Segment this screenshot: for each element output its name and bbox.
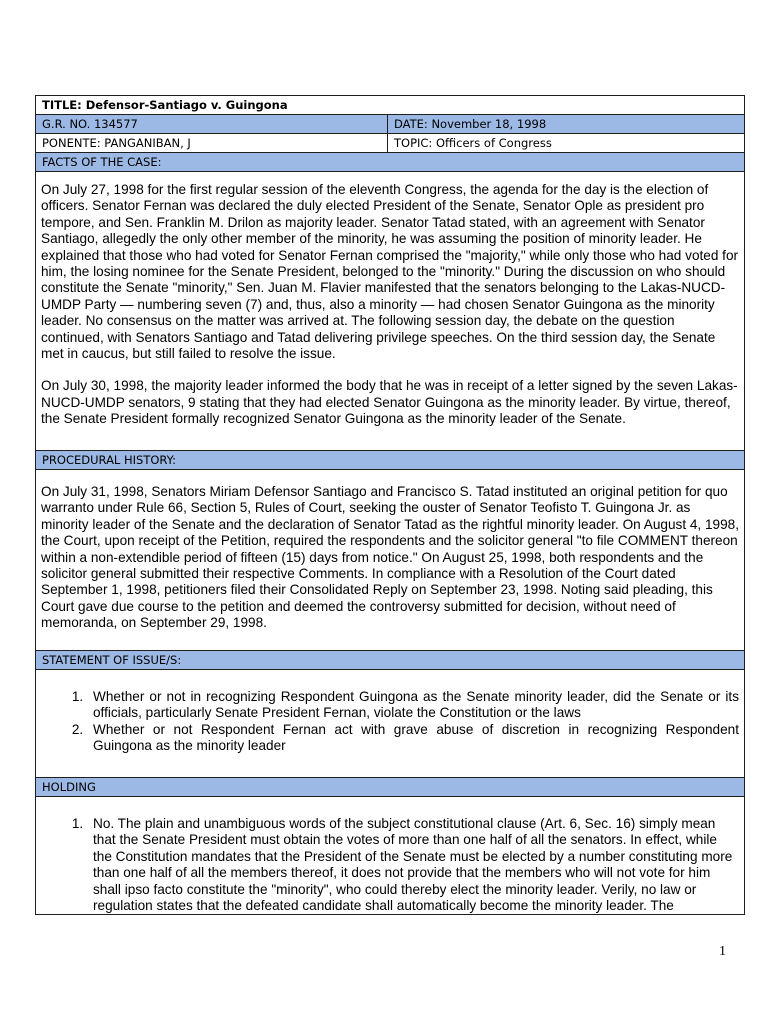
facts-section [36, 172, 745, 451]
gr-number: G.R. NO. 134577 [36, 115, 388, 134]
facts-heading: FACTS OF THE CASE: [36, 153, 745, 172]
decision-date: DATE: November 18, 1998 [388, 115, 745, 134]
facts-paragraph: On July 27, 1998 for the first regular session of the eleventh Congress, the agenda for the day is the election of officers. Senator Fernan was declared the duly elected President of the Senate, Senator Ople as president pro tempore, and Sen. Franklin M. Drilon as majority leader. Senator Tatad stated, with an agreement with Senator Santiago, allegedly the only other member of the minority, he was assuming the position of minority leader. He explained that those who had voted for Senator Fernan comprised the "majority," while only those who had voted for him, the losing nominee for the Senate President, belonged to the "minority." During the discussion on who should constitute the Senate "minority," Sen. Juan M. Flavier manifested that the senators belonging to the Lakas-NUCD-UMDP Party — numbering seven (7) and, thus, also a minority — had chosen Senator Guingona as the minority leader. No consensus on the matter was arrived at. The following session day, the debate on the question continued, with Senators Santiago and Tatad delivering privilege speeches. On the third session day, the Senate met in caucus, but still failed to resolve the issue. [41, 182, 739, 362]
issues-heading: STATEMENT OF ISSUE/S: [36, 651, 745, 670]
topic: TOPIC: Officers of Congress [388, 134, 745, 153]
case-digest-table [35, 95, 745, 915]
procedural-history-text: On July 31, 1998, Senators Miriam Defensor Santiago and Francisco S. Tatad instituted an original petition for quo warranto under Rule 66, Section 5, Rules of Court, seeking the ouster of Senator Teofisto T. Guingona Jr. as minority leader of the Senate and the declaration of Senator Tatad as the rightful minority leader. On August 4, 1998, the Court, upon receipt of the Petition, required the respondents and the solicitor general "to file COMMENT thereon within a non-extendible period of fifteen (15) days from notice." On August 25, 1998, both respondents and the solicitor general submitted their respective Comments. In compliance with a Resolution of the Court dated September 1, 1998, petitioners filed their Consolidated Reply on September 23, 1998. Noting said pleading, this Court gave due course to the petition and deemed the controversy submitted for decision, without need of memoranda, on September 29, 1998. [41, 484, 739, 631]
ponente: PONENTE: PANGANIBAN, J [36, 134, 388, 153]
issue-item: 1. Whether or not in recognizing Respondent Guingona as the Senate minority leader, did the Senate or its officials, particularly Senate President Fernan, violate the Constitution or the laws [87, 689, 739, 722]
holding-item: 1. No. The plain and unambiguous words of the subject constitutional clause (Art. 6, Sec. 16) simply mean that the Senate President must obtain the votes of more than one half of all the senators. In effect, while the Constitution mandates that the President of the Senate must be elected by a number constituting more than one half of all the members thereof, it does not provide that the members who will not vote for him shall ipso facto constitute the "minority", who could thereby elect the minority leader. Verily, no law or regulation states that the defeated candidate shall automatically become the minority leader. The [87, 816, 739, 914]
procedural-history-heading: PROCEDURAL HISTORY: [36, 451, 745, 470]
case-digest [35, 95, 744, 915]
holding-heading: HOLDING [36, 778, 745, 797]
holding-list [41, 816, 739, 914]
holding-section [36, 797, 745, 915]
issue-item: 2. Whether or not Respondent Fernan act with grave abuse of discretion in recognizing Respondent Guingona as the minority leader [87, 722, 739, 755]
procedural-history-section [36, 470, 745, 651]
issues-section [36, 670, 745, 778]
issues-list [41, 689, 739, 755]
case-title: TITLE: Defensor-Santiago v. Guingona [36, 96, 745, 115]
page-number: 1 [719, 944, 726, 959]
facts-paragraph: On July 30, 1998, the majority leader informed the body that he was in receipt of a letter signed by the seven Lakas-NUCD-UMDP senators, 9 stating that they had elected Senator Guingona as the minority leader. By virtue, thereof, the Senate President formally recognized Senator Guingona as the minority leader of the Senate. [41, 378, 738, 427]
